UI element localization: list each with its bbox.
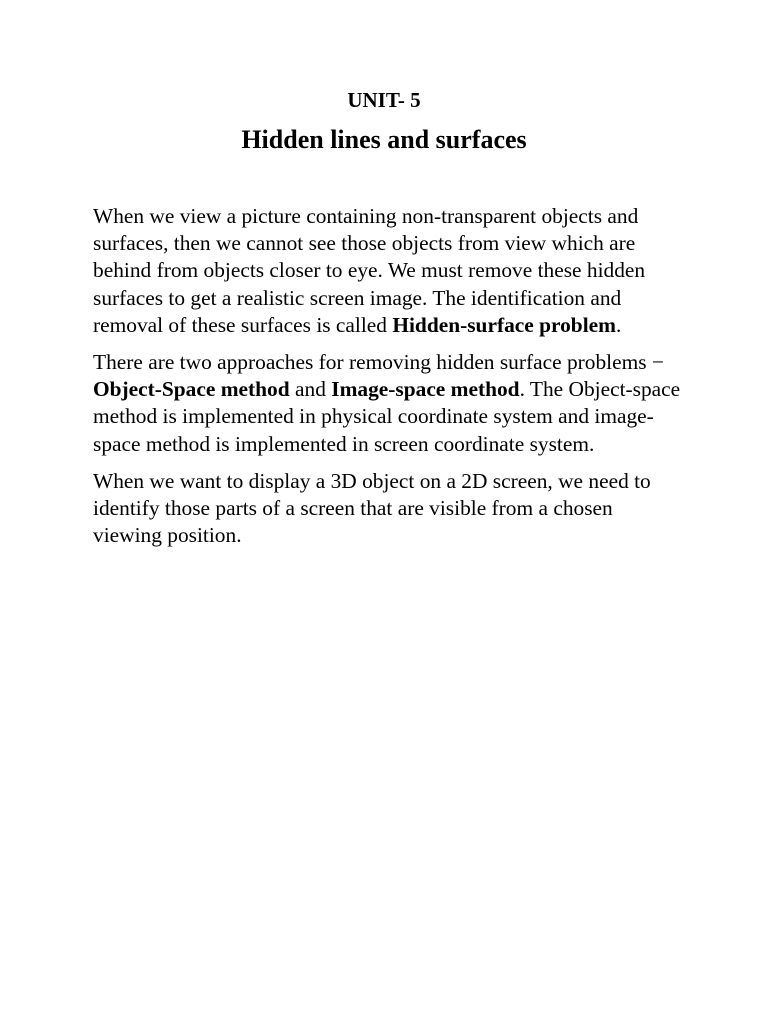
bold-term-object-space-method: Object-Space method	[93, 377, 290, 402]
paragraph-text: When we view a picture containing non-transparent objects and surfaces, then we cannot see those objects from view which are behind from objects closer to eye. We must remove these hidden surfaces to get a realistic screen image. The identification and removal of these surfaces is called	[93, 204, 646, 337]
paragraph-text: and	[289, 377, 332, 402]
paragraph-text: . The Object-space method is implemented in physical coordinate system and image-space method is implemented in screen coordinate system.	[93, 377, 681, 456]
paragraph-text: There are two approaches for removing hidden surface problems −	[93, 350, 664, 375]
bold-term-image-space-method: Image-space method	[331, 377, 520, 402]
paragraph-text: .	[615, 312, 622, 337]
bold-term-hidden-surface-problem: Hidden-surface problem	[392, 312, 616, 337]
page-title: Hidden lines and surfaces	[241, 125, 527, 154]
paragraph-text: When we want to display a 3D object on a 2D screen, we need to identify those parts of a screen that are visible from a chosen viewing position.	[93, 468, 651, 548]
paragraph-approaches	[93, 349, 683, 458]
unit-label: UNIT- 5	[347, 88, 421, 112]
body-text	[93, 203, 683, 559]
paragraph-hidden-surface-problem	[93, 203, 683, 339]
paragraph-3d-display	[93, 468, 683, 550]
